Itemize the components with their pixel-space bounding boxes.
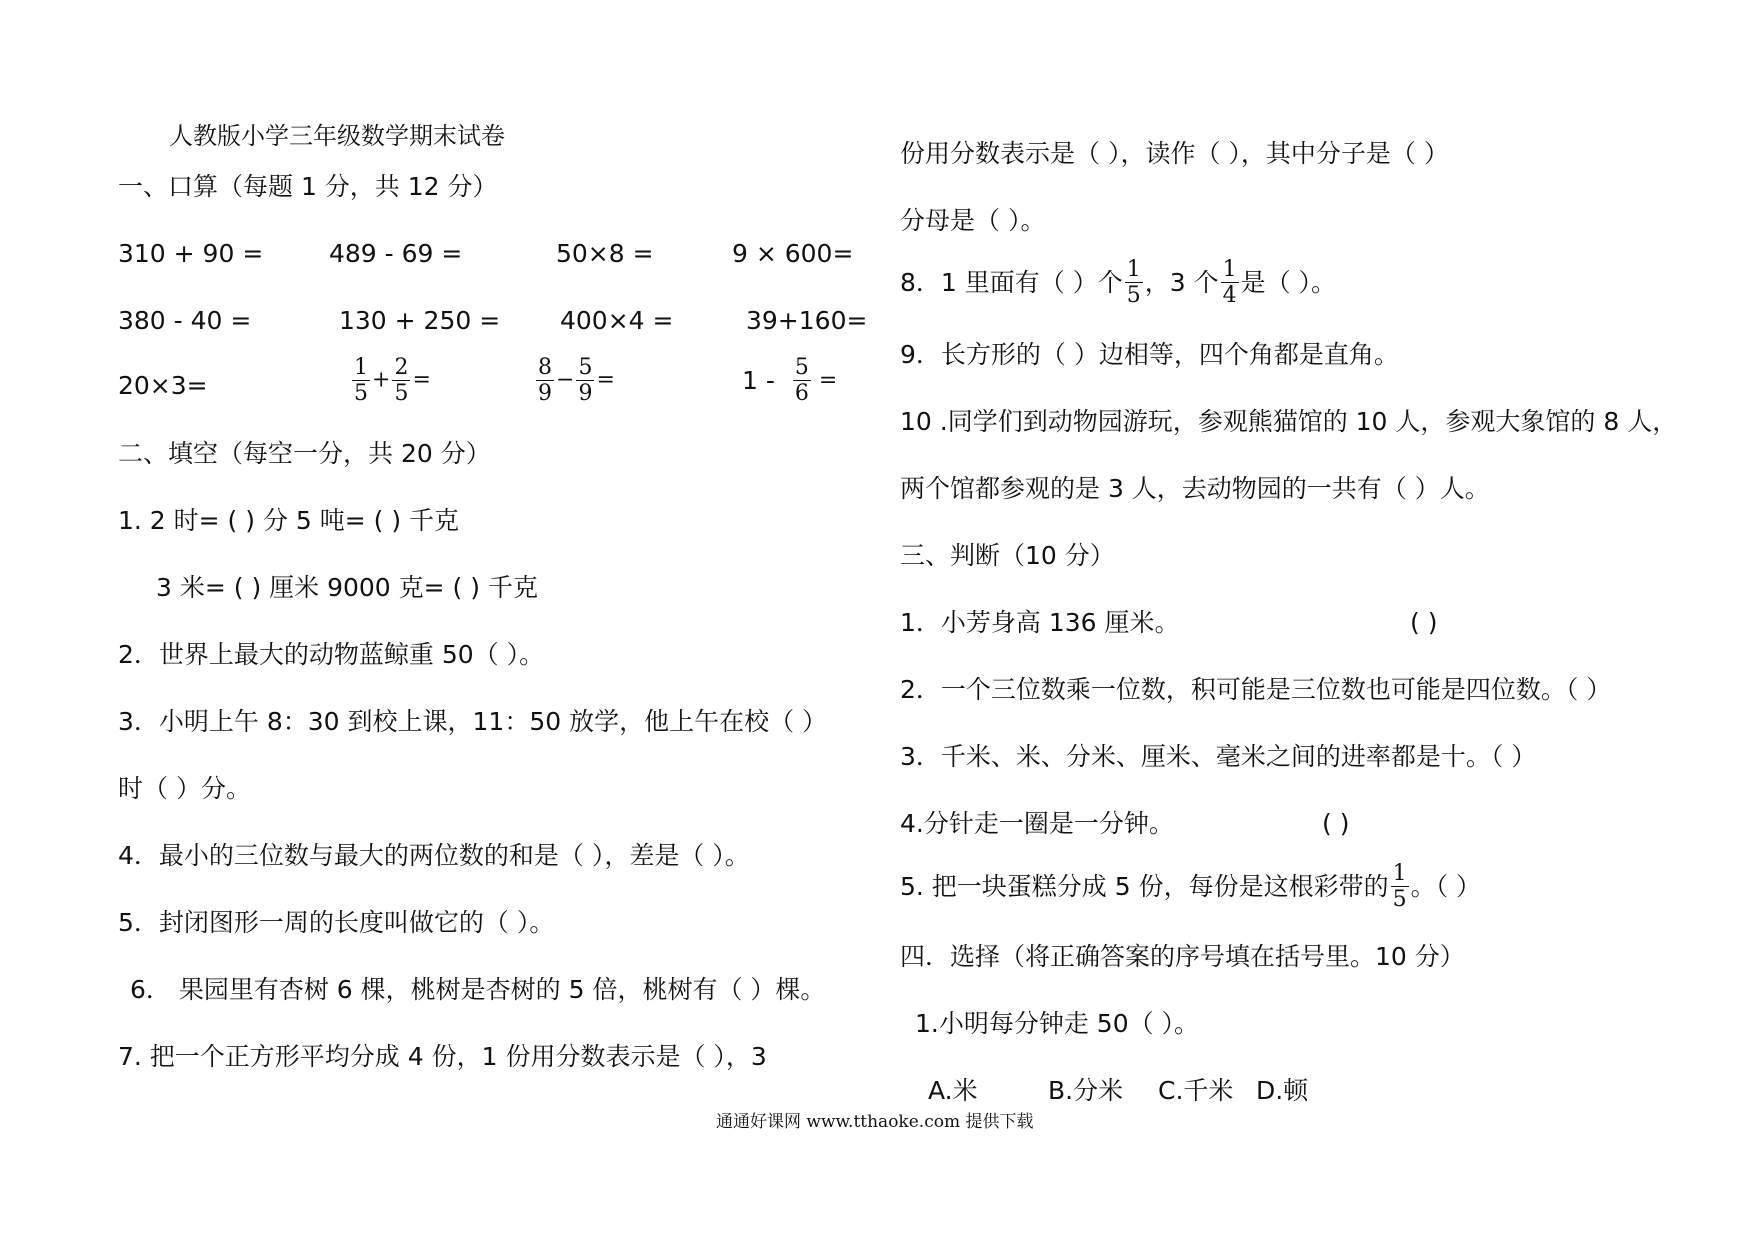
judge-3: 3．千米、米、分米、厘米、毫米之间的进率都是十。（ ） [900, 742, 1537, 771]
page-title: 人教版小学三年级数学期末试卷 [169, 122, 505, 150]
calc-item: 9 × 600= [732, 239, 854, 268]
judge-5: 5. 把一块蛋糕分成 5 份，每份是这根彩带的 $\frac{1}{5}$ 。（ ） [900, 861, 1482, 913]
judge-4-blank: ( ) [1322, 809, 1350, 838]
option-b: B.分米 [1048, 1076, 1124, 1105]
fraction-expression: 1 - $\frac{5}{6}$ = [742, 355, 838, 407]
calc-item: 130 + 250 = [339, 306, 501, 335]
judge-1: 1．小芳身高 136 厘米。 [900, 608, 1180, 637]
judge-2: 2．一个三位数乘一位数，积可能是三位数也可能是四位数。（ ） [900, 675, 1612, 704]
fraction-expression: $\frac{8}{9}$ − $\frac{5}{9}$ = [538, 355, 615, 407]
question-5: 5．封闭图形一周的长度叫做它的（ ）。 [118, 908, 555, 937]
calc-item: 20×3= [118, 371, 208, 400]
question-1b: 3 米= ( ) 厘米 9000 克= ( ) 千克 [156, 573, 538, 602]
question-10b: 两个馆都参观的是 3 人，去动物园的一共有（ ）人。 [900, 474, 1490, 503]
fraction-expression: $\frac{1}{5}$ + $\frac{2}{5}$ = [354, 355, 431, 407]
question-1a: 1. 2 时= ( ) 分 5 吨= ( ) 千克 [118, 506, 460, 535]
question-7-cont: 份用分数表示是（ ），读作（ ），其中分子是（ ） [900, 139, 1449, 168]
question-9: 9．长方形的（ ）边相等，四个角都是直角。 [900, 340, 1399, 369]
section3-heading: 三、判断（10 分） [900, 541, 1115, 570]
question-3b: 时（ ）分。 [118, 774, 251, 803]
question-7-cont: 分母是（ ）。 [900, 206, 1046, 235]
section1-heading: 一、口算（每题 1 分，共 12 分） [118, 172, 498, 201]
option-a: A.米 [928, 1076, 978, 1105]
calc-item: 50×8 = [556, 239, 654, 268]
choice-1: 1.小明每分钟走 50（ ）。 [915, 1009, 1200, 1038]
option-d: D.顿 [1256, 1076, 1309, 1105]
question-7: 7. 把一个正方形平均分成 4 份，1 份用分数表示是（ ），3 [118, 1042, 767, 1071]
footer-text: 通通好课网 www.tthaoke.com 提供下载 [716, 1112, 1034, 1132]
question-4: 4．最小的三位数与最大的两位数的和是（ ），差是（ ）。 [118, 841, 750, 870]
question-8: 8．1 里面有（ ）个 $\frac{1}{5}$ ，3 个 $\frac{1}{4}$ 是（ ）。 [900, 257, 1337, 309]
question-10a: 10 .同学们到动物园游玩，参观熊猫馆的 10 人，参观大象馆的 8 人， [900, 407, 1678, 436]
option-c: C.千米 [1158, 1076, 1234, 1105]
question-3a: 3．小明上午 8：30 到校上课，11：50 放学，他上午在校（ ） [118, 707, 828, 736]
calc-item: 310 + 90 = [118, 239, 264, 268]
question-2: 2．世界上最大的动物蓝鲸重 50（ ）。 [118, 640, 545, 669]
calc-item: 380 - 40 = [118, 306, 252, 335]
judge-4: 4.分针走一圈是一分钟。 [900, 809, 1174, 838]
judge-1-blank: ( ) [1410, 608, 1438, 637]
calc-item: 489 - 69 = [329, 239, 463, 268]
section4-heading: 四．选择（将正确答案的序号填在括号里。10 分） [900, 942, 1465, 971]
question-6: 6． 果园里有杏树 6 棵，桃树是杏树的 5 倍，桃树有（ ）棵。 [130, 975, 826, 1004]
calc-item: 400×4 = [560, 306, 674, 335]
section2-heading: 二、填空（每空一分，共 20 分） [118, 439, 491, 468]
calc-item: 39+160= [746, 306, 868, 335]
